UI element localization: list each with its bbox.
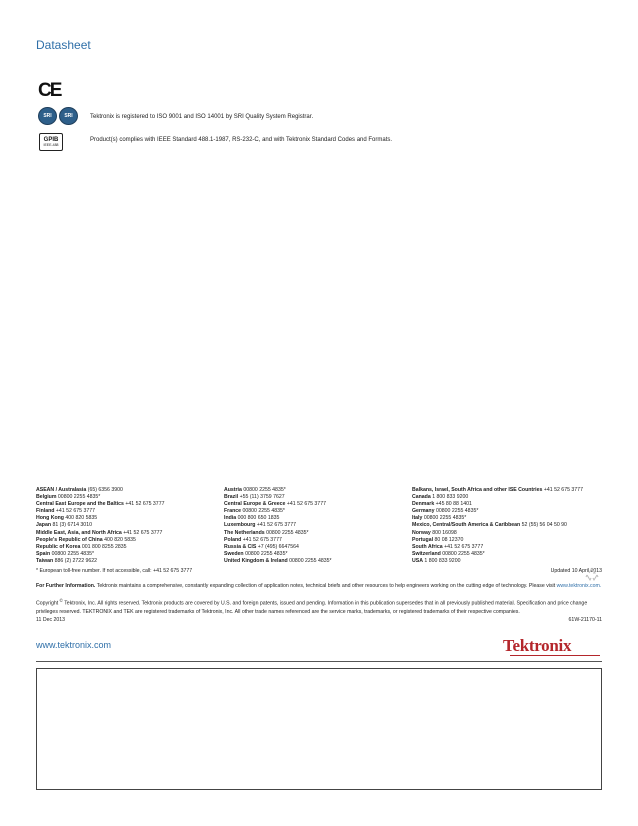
tektronix-logo: Tektronix [503, 636, 572, 655]
contact-phone: +41 52 675 3777 [55, 508, 95, 515]
contact-phone: +45 80 88 1401 [435, 501, 472, 508]
contact-phone: 00800 2255 4835* [435, 508, 479, 515]
contact-region: Portugal [412, 536, 434, 543]
further-information-text: Tektronix maintains a comprehensive, constantly expanding collection of application notes, technical briefs and other resources to help engineers working on the cutting edge of technology. Please visit [96, 583, 556, 589]
gpib-compliance-text: Product(s) complies with IEEE Standard 488.1-1987, RS-232-C, and with Tektronix Standard Codes and Formats. [90, 137, 393, 143]
contact-phone: 52 (55) 56 04 50 90 [521, 522, 567, 529]
contact-row [36, 487, 164, 494]
contact-region: Japan [36, 522, 51, 529]
contact-region: South Africa [412, 543, 443, 550]
contact-row [224, 544, 332, 551]
contact-row [36, 515, 164, 522]
contact-region: People's Republic of China [36, 536, 103, 543]
contact-row [224, 551, 332, 558]
contact-region: Finland [36, 508, 55, 515]
contacts-column-2 [224, 487, 332, 565]
contact-region: ASEAN / Australasia [36, 487, 87, 493]
document-number: 61W-21170-11 [568, 617, 602, 623]
page-header-title: Datasheet [36, 38, 91, 52]
contact-region: Taiwan [36, 557, 54, 564]
contact-region: Italy [412, 515, 423, 522]
contact-phone: 00800 2255 4835* [289, 557, 332, 564]
contact-phone: 80 08 12370 [434, 536, 464, 543]
contact-region: Denmark [412, 501, 435, 508]
further-information-link[interactable]: www.tektronix.com. [556, 583, 602, 589]
contact-phone: +41 52 675 3777 [123, 529, 163, 536]
contact-phone: 1 800 833 9200 [432, 494, 469, 501]
contact-region: Norway [412, 529, 431, 536]
contact-region: Luxembourg [224, 522, 256, 529]
contact-row [412, 558, 583, 565]
ce-mark-icon: CE [38, 80, 61, 101]
contact-region: Spain [36, 550, 51, 557]
contact-row [412, 544, 583, 551]
contact-region: Brazil [224, 494, 239, 501]
contact-region: Poland [224, 536, 242, 543]
further-information [36, 583, 601, 589]
contact-region: Austria [224, 487, 242, 493]
iso-registration-text: Tektronix is registered to ISO 9001 and ISO 14001 by SRI Quality System Registrar. [90, 114, 314, 120]
contact-row [412, 537, 583, 544]
contact-phone: 00800 2255 4835* [442, 550, 485, 557]
updated-date: Updated 10 April 2013 [550, 568, 602, 574]
contact-row [224, 530, 332, 537]
contacts-column-3 [412, 487, 583, 565]
footer-divider [36, 661, 602, 662]
contact-region: Balkans, Israel, South Africa and other ISE Countries [412, 487, 543, 493]
contact-phone: (65) 6356 3900 [87, 487, 123, 493]
contact-phone: 00800 2255 4835* [423, 515, 467, 522]
contact-region: Hong Kong [36, 515, 64, 522]
contact-row [412, 530, 583, 537]
contact-row [36, 530, 164, 537]
contact-row [224, 494, 332, 501]
contact-phone: 886 (2) 2722 9622 [54, 557, 98, 564]
footer-website-link[interactable]: www.tektronix.com [36, 640, 112, 650]
contact-phone: +41 52 675 3777 [286, 501, 326, 508]
contact-row [224, 558, 332, 565]
contact-region: Russia & CIS [224, 543, 257, 550]
document-date: 11 Dec 2013 [36, 617, 66, 623]
contact-phone: +41 52 675 3777 [543, 487, 583, 493]
contact-region: Central East Europe and the Baltics [36, 501, 124, 508]
contact-phone: +55 (11) 3759 7627 [239, 494, 285, 501]
contact-region: Central Europe & Greece [224, 501, 286, 508]
contact-row [36, 494, 164, 501]
contact-phone: +7 (495) 6647564 [257, 543, 299, 550]
contact-row [36, 537, 164, 544]
contact-row [412, 551, 583, 558]
contact-phone: 00800 2255 4835* [57, 494, 101, 501]
contact-region: Germany [412, 508, 435, 515]
contact-region: United Kingdom & Ireland [224, 557, 288, 564]
contact-row [36, 544, 164, 551]
contact-row [412, 522, 583, 529]
contact-row [224, 537, 332, 544]
contact-phone: +41 52 675 3777 [256, 522, 296, 529]
contact-region: Canada [412, 494, 431, 501]
contact-region: Middle East, Asia, and North Africa [36, 529, 122, 536]
contact-region: Sweden [224, 550, 244, 557]
contact-row [36, 501, 164, 508]
sri-iso-14001-icon: SRI [59, 107, 78, 125]
contact-phone: 000 800 650 1835 [237, 515, 280, 522]
contact-row [412, 494, 583, 501]
contact-row [224, 508, 332, 515]
contact-region: The Netherlands [224, 529, 265, 536]
contact-phone: 1 800 833 9200 [424, 557, 461, 564]
contact-phone: 00800 2255 4835* [266, 529, 309, 536]
contact-row [224, 522, 332, 529]
contact-region: France [224, 508, 242, 515]
contact-phone: 00800 2255 4835* [243, 487, 286, 493]
contact-phone: +41 52 675 3777 [242, 536, 282, 543]
contact-region: India [224, 515, 237, 522]
contact-row [412, 487, 583, 494]
contact-region: USA [412, 557, 423, 564]
contact-phone: 00800 2255 4835* [51, 550, 94, 557]
contact-phone: 00800 2255 4835* [242, 508, 285, 515]
contact-row [224, 501, 332, 508]
contact-region: Mexico, Central/South America & Caribbean [412, 522, 521, 529]
contact-row [36, 551, 164, 558]
recycle-icon [584, 566, 600, 582]
contact-row [412, 508, 583, 515]
contact-phone: 001 800 8255 2835 [81, 543, 127, 550]
contacts-column-1 [36, 487, 164, 565]
sri-iso-9001-icon: SRI [38, 107, 57, 125]
further-information-label: For Further Information. [36, 583, 96, 589]
contact-phone: 400 820 5835 [104, 536, 136, 543]
contact-phone: 800 16098 [432, 529, 457, 536]
contact-row [36, 558, 164, 565]
back-cover-box [36, 668, 602, 790]
contact-row [36, 522, 164, 529]
contact-region: Switzerland [412, 550, 441, 557]
logo-underline [510, 655, 600, 656]
contact-row [412, 501, 583, 508]
contact-row [36, 508, 164, 515]
toll-free-footnote: * European toll-free number. If not accessible, call: +41 52 675 3777 [36, 568, 193, 574]
contact-phone: 81 (3) 6714 3010 [52, 522, 92, 529]
contact-row [412, 515, 583, 522]
gpib-icon: GPIB IEEE-488 [39, 133, 63, 151]
contact-phone: 400 820 5835 [65, 515, 98, 522]
contact-phone: 00800 2255 4835* [245, 550, 288, 557]
contact-row [224, 515, 332, 522]
sri-certification-logos [38, 107, 78, 124]
contact-phone: +41 52 675 3777 [444, 543, 484, 550]
contact-phone: +41 52 675 3777 [125, 501, 165, 508]
copyright-notice: Copyright © Tektronix, Inc. All rights reserved. Tektronix products are covered by U.S. and foreign patents, issued and pending. Information in this publication supersedes that in all previously published material. Specification and price change privileges reserved. TEKTRONIX and TEK are registered trademarks of Tektronix, Inc. All other trade names referenced are the service marks, trademarks, or registered trademarks of their respective companies. [36, 598, 588, 615]
contact-row [224, 487, 332, 494]
contact-region: Belgium [36, 494, 57, 501]
contact-region: Republic of Korea [36, 543, 81, 550]
